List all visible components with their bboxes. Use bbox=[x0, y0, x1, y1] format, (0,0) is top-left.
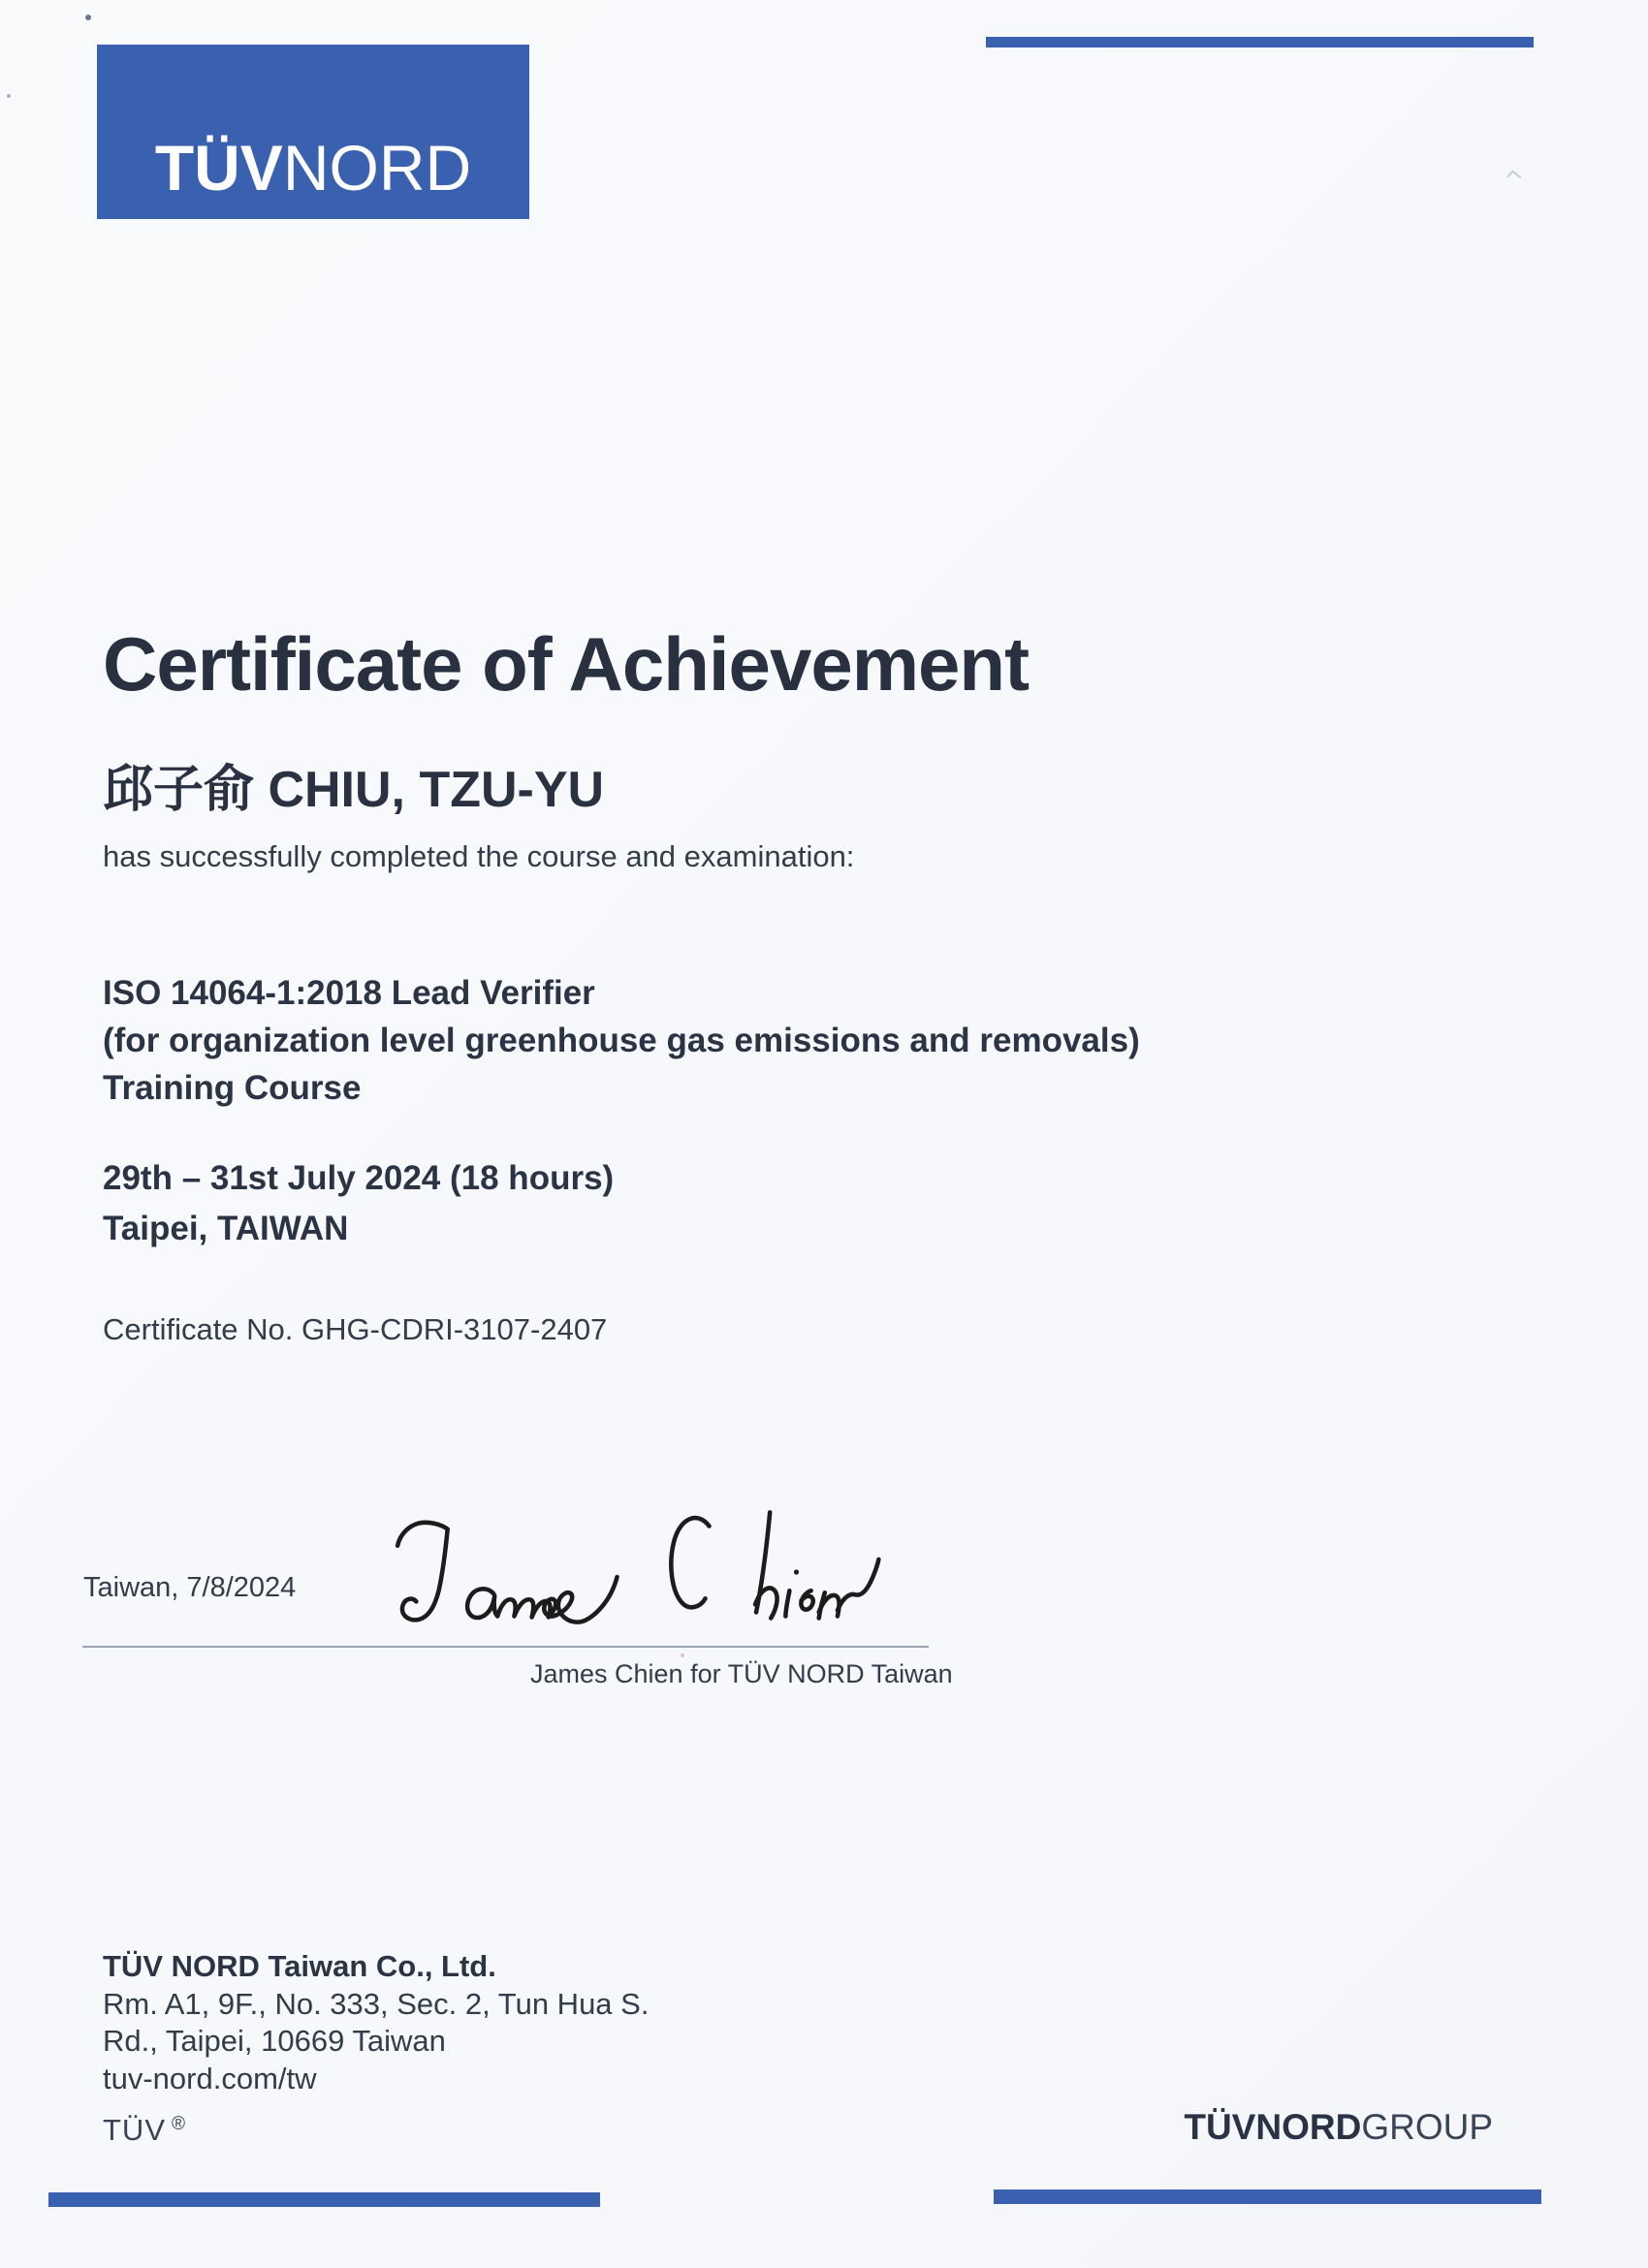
address-line-2: Rd., Taipei, 10669 Taiwan bbox=[103, 2024, 446, 2058]
course-title-block bbox=[103, 969, 1411, 1112]
signature-place-date: Taiwan, 7/8/2024 bbox=[83, 1572, 297, 1603]
registered-symbol: ® bbox=[172, 2113, 186, 2134]
signer-label: James Chien for TÜV NORD Taiwan bbox=[530, 1659, 953, 1688]
group-logo-light-part: GROUP bbox=[1361, 2107, 1493, 2147]
address-line-1: Rm. A1, 9F., No. 333, Sec. 2, Tun Hua S. bbox=[103, 1986, 650, 2021]
scan-speck bbox=[85, 15, 91, 20]
completion-statement: has successfully completed the course and examination: bbox=[103, 839, 855, 873]
signature-line bbox=[82, 1646, 929, 1648]
tuv-nord-group-logo bbox=[1184, 2109, 1493, 2145]
logo-tuv-part: TÜV bbox=[154, 132, 283, 204]
scan-speck bbox=[7, 94, 11, 98]
course-line-3: Training Course bbox=[103, 1069, 362, 1107]
bottom-left-accent-bar bbox=[48, 2192, 600, 2207]
logo-nord-part: NORD bbox=[282, 132, 472, 204]
event-dates: 29th – 31st July 2024 (18 hours) bbox=[103, 1159, 615, 1197]
tuv-nord-logo-text bbox=[154, 132, 472, 204]
tuv-nord-logo bbox=[97, 45, 529, 219]
company-name: TÜV NORD Taiwan Co., Ltd. bbox=[103, 1949, 496, 1983]
signature-image bbox=[386, 1500, 935, 1642]
top-accent-bar bbox=[986, 37, 1534, 47]
tuv-registered-mark bbox=[103, 2113, 186, 2148]
tuv-mark-text: TÜV bbox=[103, 2113, 166, 2147]
scan-speck bbox=[681, 1654, 684, 1657]
certificate-number: Certificate No. GHG-CDRI-3107-2407 bbox=[103, 1312, 608, 1346]
company-address-block bbox=[103, 1948, 781, 2097]
event-location: Taipei, TAIWAN bbox=[103, 1210, 349, 1247]
page-title: Certificate of Achievement bbox=[103, 621, 1030, 707]
scan-speck bbox=[1507, 170, 1522, 184]
event-details-block bbox=[103, 1153, 1169, 1254]
course-line-1: ISO 14064-1:2018 Lead Verifier bbox=[103, 974, 595, 1012]
group-logo-bold-part: TÜVNORD bbox=[1184, 2107, 1362, 2147]
recipient-name: 邱子俞 CHIU, TZU-YU bbox=[103, 762, 605, 818]
course-line-2: (for organization level greenhouse gas emissions and removals) bbox=[103, 1022, 1140, 1059]
company-website: tuv-nord.com/tw bbox=[103, 2061, 317, 2095]
bottom-right-accent-bar bbox=[994, 2189, 1541, 2204]
